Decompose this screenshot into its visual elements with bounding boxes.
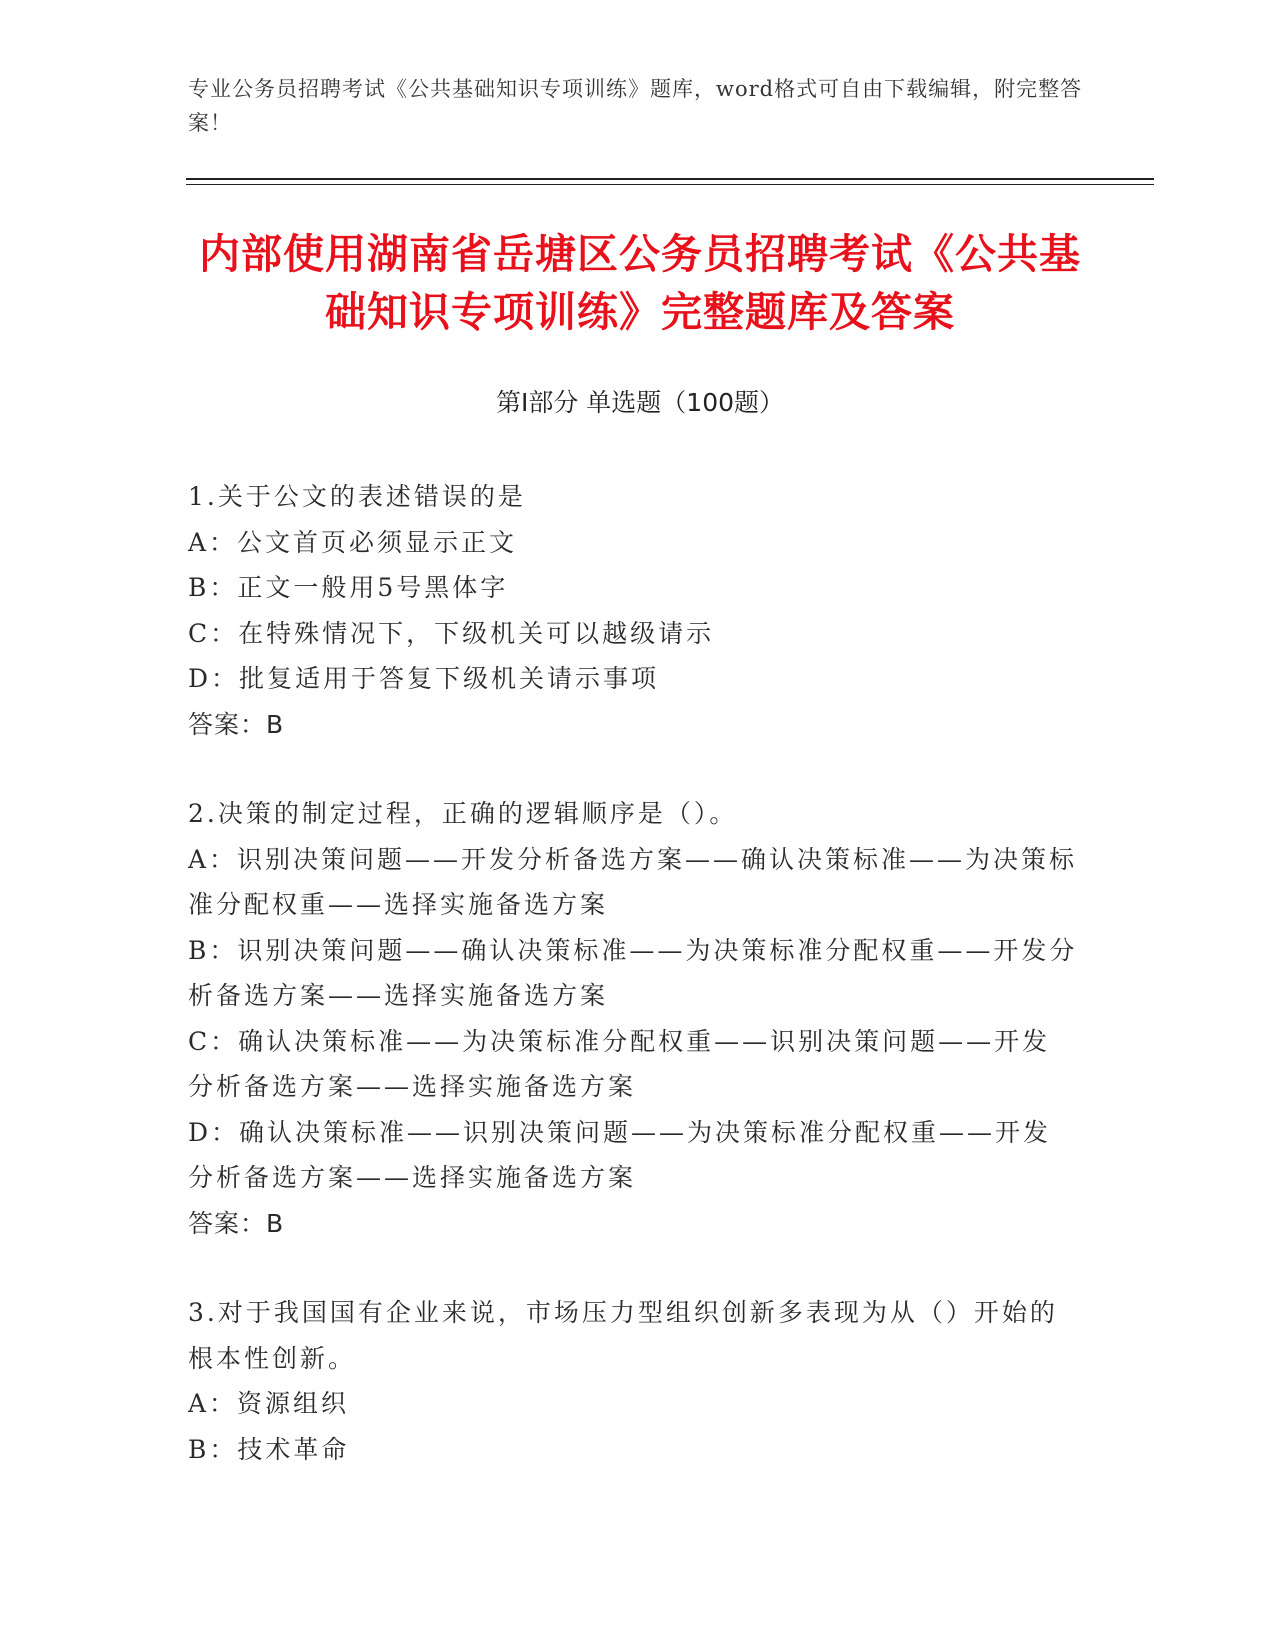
section-heading: 第Ⅰ部分 单选题（100题） [495,388,785,417]
question-2 [188,791,1078,1246]
question-stem: 3.对于我国国有企业来说，市场压力型组织创新多表现为从（）开始的根本性创新。 [188,1298,1058,1373]
question-stem: 1.关于公文的表述错误的是 [188,482,526,511]
header-note: 专业公务员招聘考试《公共基础知识专项训练》题库，word格式可自由下载编辑，附完整答案！ [188,77,1083,135]
option-d: D：批复适用于答复下级机关请示事项 [188,664,660,693]
option-d: D：确认决策标准——识别决策问题——为决策标准分配权重——开发分析备选方案——选择实施备选方案 [188,1117,1052,1192]
option-b: B：识别决策问题——确认决策标准——为决策标准分配权重——开发分析备选方案——选择实施备选方案 [188,935,1078,1010]
question-1 [188,474,1078,747]
option-a: A：识别决策问题——开发分析备选方案——确认决策标准——为决策标准分配权重——选择实施备选方案 [188,844,1078,919]
option-b: B：正文一般用5号黑体字 [188,573,509,602]
question-stem: 2.决策的制定过程，正确的逻辑顺序是（）。 [188,799,738,828]
option-c: C：在特殊情况下，下级机关可以越级请示 [188,618,715,648]
option-b: B：技术革命 [188,1434,350,1464]
header-divider-thin [186,184,1154,185]
option-a: A：资源组织 [188,1389,350,1418]
answer-line: 答案：B [188,1208,285,1238]
option-a: A：公文首页必须显示正文 [188,527,518,557]
option-c: C：确认决策标准——为决策标准分配权重——识别决策问题——开发分析备选方案——选择实施备选方案 [188,1026,1051,1101]
answer-line: 答案：B [188,709,285,739]
question-list [188,474,1078,1516]
header-divider [186,178,1154,180]
document-title: 内部使用湖南省岳塘区公务员招聘考试《公共基础知识专项训练》完整题库及答案 [199,230,1081,336]
question-3 [188,1290,1078,1472]
